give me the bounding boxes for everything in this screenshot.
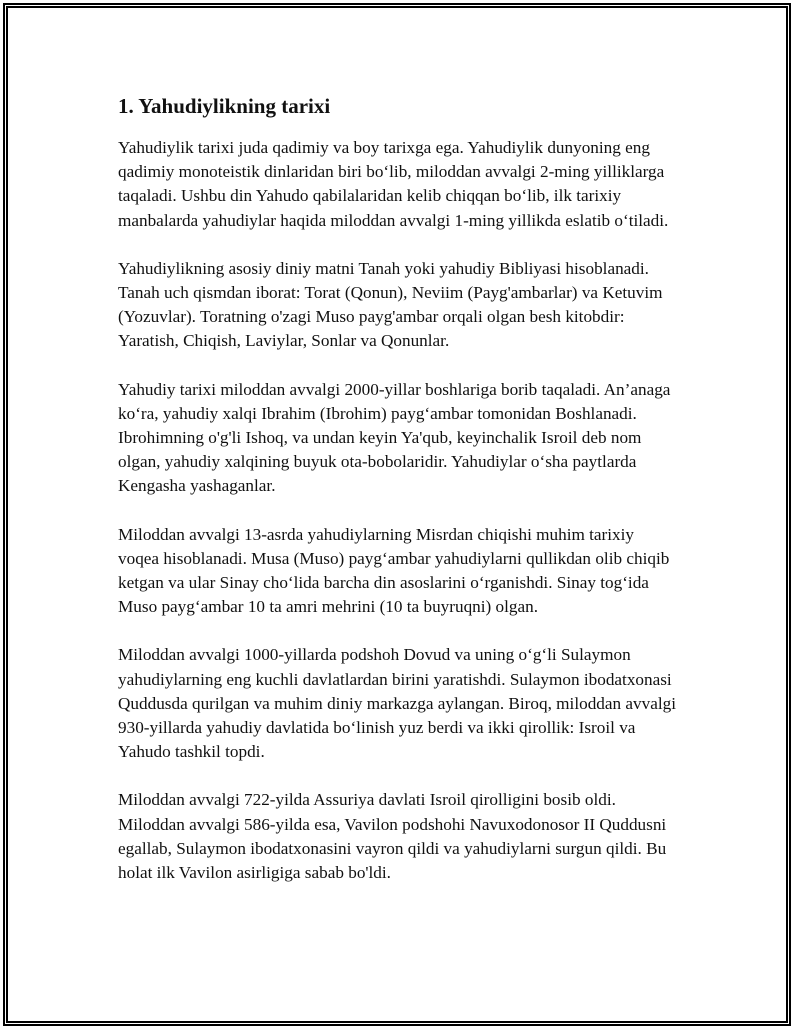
paragraph-3: Yahudiy tarixi miloddan avvalgi 2000-yillar boshlariga borib taqaladi. An’anaga ko‘ra, yahudiy xalqi Ibrahim (Ibrohim) payg‘ambar tomonidan Boshlanadi. Ibrohimning o'g'li Ishoq, va undan keyin Ya'qub, keyinchalik Isroil deb nom olgan, yahudiy xalqining buyuk ota-bobolaridir. Yahudiylar o‘sha paytlarda Kengasha yashaganlar. xyxy=(118,379,671,496)
document-body xyxy=(118,92,678,909)
paragraph-2: Yahudiylikning asosiy diniy matni Tanah yoki yahudiy Bibliyasi hisoblanadi. Tanah uch qismdan iborat: Torat (Qonun), Neviim (Payg'ambarlar) va Ketuvim (Yozuvlar). Toratning o'zagi Muso payg'ambar orqali olgan besh kitobdir: Yaratish, Chiqish, Laviylar, Sonlar va Qonunlar. xyxy=(118,258,663,351)
paragraph-1: Yahudiylik tarixi juda qadimiy va boy tarixga ega. Yahudiylik dunyoning eng qadimiy monoteistik dinlaridan biri bo‘lib, miloddan avvalgi 2-ming yilliklarga taqaladi. Ushbu din Yahudo qabilalaridan kelib chiqqan bo‘lib, ilk tarixiy manbalarda yahudiylar haqida miloddan avvalgi 1-ming yillikda eslatib o‘tiladi. xyxy=(118,138,669,230)
paragraph-4: Miloddan avvalgi 13-asrda yahudiylarning Misrdan chiqishi muhim tarixiy voqea hisoblanadi. Musa (Muso) payg‘ambar yahudiylarni qullikdan olib chiqib ketgan va ular Sinay cho‘lida barcha din asoslarini o‘rganishdi. Sinay tog‘ida Muso payg‘ambar 10 ta amri mehrini (10 ta buyruqni) olgan. xyxy=(118,524,670,617)
section-heading: 1. Yahudiylikning tarixi xyxy=(118,94,331,118)
paragraph-5: Miloddan avvalgi 1000-yillarda podshoh Dovud va uning o‘g‘li Sulaymon yahudiylarning eng kuchli davlatlardan birini yaratishdi. Sulaymon ibodatxonasi Quddusda qurilgan va muhim diniy markazga aylangan. Biroq, miloddan avvalgi 930-yillarda yahudiy davlatida bo‘linish yuz berdi va ikki qirollik: Isroil va Yahudo tashkil topdi. xyxy=(118,645,676,762)
paragraph-6: Miloddan avvalgi 722-yilda Assuriya davlati Isroil qirolligini bosib oldi. Miloddan avvalgi 586-yilda esa, Vavilon podshohi Navuxodonosor II Quddusni egallab, Sulaymon ibodatxonasini vayron qildi va yahudiylarni surgun qildi. Bu holat ilk Vavilon asirligiga sabab bo'ldi. xyxy=(118,790,667,883)
